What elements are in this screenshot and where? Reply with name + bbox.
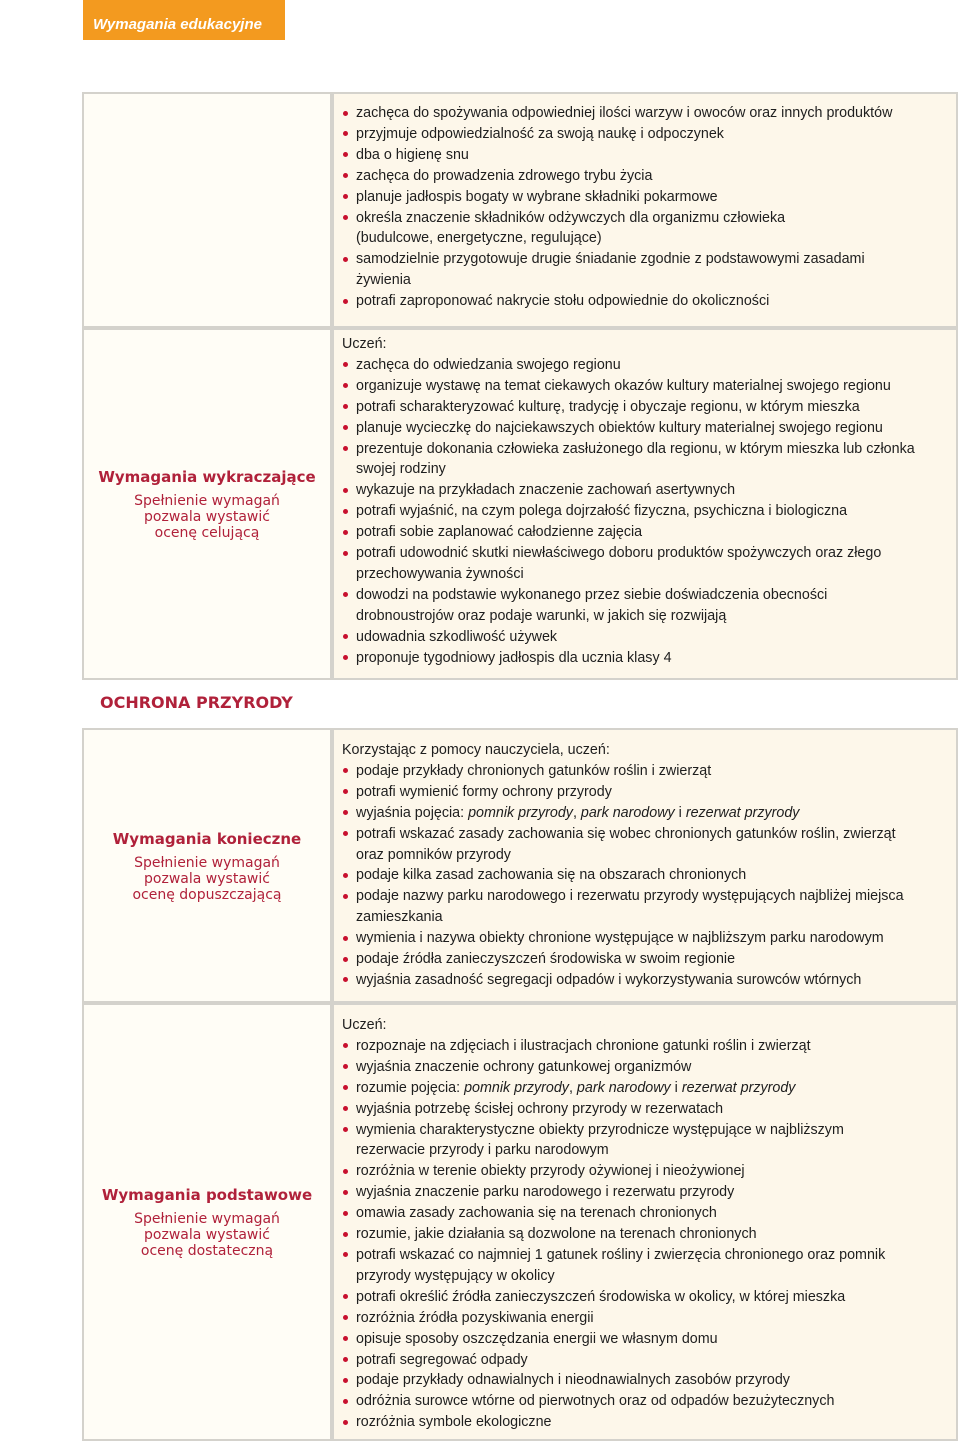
- list-item: potrafi udowodnić skutki niewłaściwego doboru produktów spożywczych oraz złego przechowywania żywności: [342, 543, 950, 585]
- requirement-list: [342, 1036, 950, 1433]
- requirement-intro: Uczeń:: [342, 1017, 387, 1033]
- list-item: organizuje wystawę na temat ciekawych okazów kultury materialnej swojego regionu: [342, 376, 950, 397]
- term-italic: pomnik przyrody: [468, 804, 573, 821]
- list-item: potrafi sobie zaplanować całodzienne zajęcia: [342, 522, 950, 543]
- term-text: i: [674, 804, 686, 821]
- term-text: ,: [572, 804, 581, 821]
- list-item: potrafi segregować odpady: [342, 1350, 950, 1371]
- list-item: dba o higienę snu: [342, 145, 950, 166]
- list-item: podaje nazwy parku narodowego i rezerwatu przyrody występujących najbliżej miejsca zamieszkania: [342, 886, 950, 928]
- list-item: rozróżnia symbole ekologiczne: [342, 1412, 950, 1433]
- list-item: rozróżnia źródła pozyskiwania energii: [342, 1308, 950, 1329]
- requirement-list: [342, 103, 950, 312]
- requirements-table-health: [82, 92, 958, 680]
- list-item: opisuje sposoby oszczędzania energii we własnym domu: [342, 1329, 950, 1350]
- list-item: przyjmuje odpowiedzialność za swoją naukę i odpoczynek: [342, 124, 950, 145]
- header-label: Wymagania edukacyjne: [93, 16, 262, 33]
- list-item: odróżnia surowce wtórne od pierwotnych oraz od odpadów bezużytecznych: [342, 1391, 950, 1412]
- table-row: [84, 326, 956, 678]
- requirement-intro: Korzystając z pomocy nauczyciela, uczeń:: [342, 742, 610, 758]
- list-item: potrafi wskazać zasady zachowania się wobec chronionych gatunków roślin, zwierząt oraz pomników przyrody: [342, 824, 950, 866]
- term-text: i: [670, 1079, 682, 1096]
- list-item: podaje kilka zasad zachowania się na obszarach chronionych: [342, 865, 950, 886]
- list-item: planuje jadłospis bogaty w wybrane składniki pokarmowe: [342, 187, 950, 208]
- list-item: wyjaśnia zasadność segregacji odpadów i wykorzystywania surowców wtórnych: [342, 970, 950, 991]
- requirement-level-cell: [84, 1005, 334, 1439]
- requirement-level-grade: Spełnienie wymagań pozwala wystawić ocenę dostateczną: [134, 1211, 280, 1259]
- header-tab: [83, 0, 285, 40]
- list-item: potrafi zaproponować nakrycie stołu odpowiednie do okoliczności: [342, 291, 950, 312]
- list-item: wyjaśnia potrzebę ścisłej ochrony przyrody w rezerwatach: [342, 1099, 950, 1120]
- requirement-level-title: Wymagania podstawowe: [101, 1186, 313, 1204]
- section-heading: OCHRONA PRZYRODY: [100, 693, 293, 712]
- list-item: wykazuje na przykładach znaczenie zachowań asertywnych: [342, 480, 950, 501]
- list-item: rozpoznaje na zdjęciach i ilustracjach chronione gatunki roślin i zwierząt: [342, 1036, 950, 1057]
- list-item: rozumie, jakie działania są dozwolone na terenach chronionych: [342, 1224, 950, 1245]
- list-item: potrafi wskazać co najmniej 1 gatunek rośliny i zwierzęcia chronionego oraz pomnik przyrody występujący w okolicy: [342, 1245, 950, 1287]
- term-italic: pomnik przyrody: [464, 1079, 569, 1096]
- list-item: potrafi określić źródła zanieczyszczeń środowiska w okolicy, w której mieszka: [342, 1287, 950, 1308]
- table-row: [84, 730, 956, 1001]
- term-text: rozumie pojęcia:: [356, 1079, 465, 1096]
- requirements-table-nature: [82, 728, 958, 1441]
- list-item: zachęca do spożywania odpowiedniej ilości warzyw i owoców oraz innych produktów: [342, 103, 950, 124]
- list-item: zachęca do prowadzenia zdrowego trybu życia: [342, 166, 950, 187]
- requirement-level-title: Wymagania konieczne: [112, 829, 302, 848]
- list-item: potrafi scharakteryzować kulturę, tradycję i obyczaje regionu, w którym mieszka: [342, 397, 950, 418]
- list-item: określa znaczenie składników odżywczych dla organizmu człowieka (budulcowe, energetyczne, regulujące): [342, 208, 950, 250]
- list-item: dowodzi na podstawie wykonanego przez siebie doświadczenia obecności drobnoustrojów oraz podaje warunki, w jakich się rozwijają: [342, 585, 950, 627]
- requirement-content-cell: [334, 94, 956, 326]
- term-italic: park narodowy: [576, 1079, 671, 1096]
- requirement-list: [342, 761, 950, 991]
- list-item: [342, 803, 950, 824]
- list-item: zachęca do odwiedzania swojego regionu: [342, 355, 950, 376]
- requirement-level-cell: [84, 730, 334, 1001]
- requirement-intro: Uczeń:: [342, 336, 387, 352]
- requirement-content-cell: [334, 1005, 956, 1439]
- list-item: podaje przykłady chronionych gatunków roślin i zwierząt: [342, 761, 950, 782]
- table-row: [84, 94, 956, 326]
- list-item: podaje źródła zanieczyszczeń środowiska w swoim regionie: [342, 949, 950, 970]
- list-item: podaje przykłady odnawialnych i nieodnawialnych zasobów przyrody: [342, 1370, 950, 1391]
- list-item: wyjaśnia znaczenie ochrony gatunkowej organizmów: [342, 1057, 950, 1078]
- list-item: prezentuje dokonania człowieka zasłużonego dla regionu, w którym mieszka lub członka swojej rodziny: [342, 439, 950, 481]
- term-text: wyjaśnia pojęcia:: [356, 804, 469, 821]
- requirement-level-grade: Spełnienie wymagań pozwala wystawić ocenę celującą: [134, 493, 280, 541]
- requirement-level-cell: [84, 94, 334, 326]
- list-item: [342, 1078, 950, 1099]
- list-item: rozróżnia w terenie obiekty przyrody ożywionej i nieożywionej: [342, 1161, 950, 1182]
- list-item: planuje wycieczkę do najciekawszych obiektów kultury materialnej swojego regionu: [342, 418, 950, 439]
- requirement-content-cell: [334, 730, 956, 1001]
- term-italic: rezerwat przyrody: [685, 804, 800, 821]
- requirement-level-cell: [84, 330, 334, 678]
- requirement-level-grade: Spełnienie wymagań pozwala wystawić ocenę dopuszczającą: [132, 854, 282, 903]
- requirement-list: [342, 355, 950, 669]
- requirement-level-title: Wymagania wykraczające: [98, 468, 316, 486]
- list-item: potrafi wymienić formy ochrony przyrody: [342, 782, 950, 803]
- list-item: samodzielnie przygotowuje drugie śniadanie zgodnie z podstawowymi zasadami żywienia: [342, 249, 950, 291]
- term-italic: rezerwat przyrody: [681, 1079, 796, 1096]
- term-italic: park narodowy: [580, 804, 675, 821]
- list-item: wymienia charakterystyczne obiekty przyrodnicze występujące w najbliższym rezerwacie przyrody i parku narodowym: [342, 1120, 950, 1162]
- list-item: wymienia i nazywa obiekty chronione występujące w najbliższym parku narodowym: [342, 928, 950, 949]
- table-row: [84, 1001, 956, 1439]
- list-item: wyjaśnia znaczenie parku narodowego i rezerwatu przyrody: [342, 1182, 950, 1203]
- list-item: omawia zasady zachowania się na terenach chronionych: [342, 1203, 950, 1224]
- requirement-content-cell: [334, 330, 956, 678]
- list-item: proponuje tygodniowy jadłospis dla ucznia klasy 4: [342, 648, 950, 669]
- list-item: potrafi wyjaśnić, na czym polega dojrzałość fizyczna, psychiczna i biologiczna: [342, 501, 950, 522]
- term-text: ,: [568, 1079, 577, 1096]
- list-item: udowadnia szkodliwość używek: [342, 627, 950, 648]
